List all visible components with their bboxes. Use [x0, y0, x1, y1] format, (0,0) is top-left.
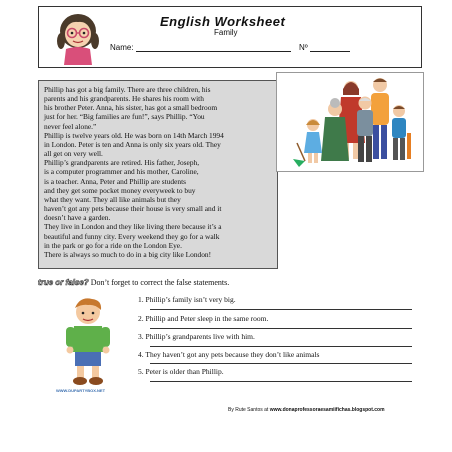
- boy-icon: [58, 296, 118, 386]
- worksheet-title: English Worksheet: [160, 14, 286, 29]
- reading-line: his brother Peter. Anna, his sister, has got a small bedroom: [44, 103, 218, 113]
- reading-line: never feel alone.”: [44, 121, 97, 131]
- statement-1: 1. Phillip’s family isn’t very big.: [138, 295, 236, 304]
- family-group-icon: [277, 73, 423, 171]
- answer-line-4[interactable]: [150, 363, 412, 364]
- reading-line: just for her. “Big families are fun!”, says Phillip. “You: [44, 112, 205, 122]
- credit-author: By Rute Santos at: [228, 407, 270, 413]
- statement-2: 2. Phillip and Peter sleep in the same room.: [138, 314, 269, 323]
- reading-line: is a teacher. Anna, Peter and Phillip are students: [44, 176, 187, 186]
- name-field[interactable]: [136, 44, 291, 52]
- girl-with-glasses-icon: [52, 9, 104, 65]
- reading-line: Phillip has got a big family. There are three children, his: [44, 85, 211, 94]
- answer-line-2[interactable]: [150, 328, 412, 329]
- true-false-heading: [38, 278, 229, 287]
- true-false-instruction: Don’t forget to correct the false statements.: [88, 278, 230, 287]
- answer-line-3[interactable]: [150, 346, 412, 347]
- reading-line: what they want. They all like animals but they: [44, 194, 181, 204]
- worksheet-subtitle: Family: [214, 28, 238, 37]
- reading-line: doesn’t have a garden.: [44, 213, 111, 223]
- statement-3: 3. Phillip’s grandparents live with him.: [138, 332, 255, 341]
- family-illustration: [276, 72, 424, 172]
- reading-line: Phillip is twelve years old. He was born on 14th March 1994: [44, 130, 224, 140]
- reading-text-box: [38, 80, 278, 269]
- statement-4: 4. They haven’t got any pets because they don’t like animals: [138, 350, 320, 359]
- credit-line: [228, 407, 385, 413]
- credit-site[interactable]: www.donaprofessoraesamiifichas.blogspot.com: [269, 407, 385, 413]
- reading-line: They live in London and they like living there because it’s a: [44, 222, 222, 232]
- reading-line: Phillip’s grandparents are retired. His father, Joseph,: [44, 158, 200, 168]
- true-false-tag: true or false?: [38, 278, 89, 287]
- reading-line: There is always so much to do in a big city like London!: [44, 249, 212, 259]
- reading-line: and they get some pocket money everyweek to buy: [44, 185, 196, 195]
- answer-line-1[interactable]: [150, 309, 412, 310]
- reading-line: in the park or go for a ride on the London Eye.: [44, 240, 182, 250]
- statement-5: 5. Peter is older than Phillip.: [138, 367, 224, 376]
- number-label: Nº: [299, 43, 308, 52]
- reading-line: beautiful and funny city. Every weekend they go for a walk: [44, 231, 220, 241]
- name-label: Name:: [110, 43, 134, 52]
- number-field[interactable]: [310, 44, 350, 52]
- watermark: WWW.DUPARTYBOX.NET: [56, 388, 106, 393]
- reading-line: in London. Peter is ten and Anna is only six years old. They: [44, 139, 221, 149]
- name-row: [110, 43, 350, 52]
- reading-line: haven’t got any pets because their house is very small and it: [44, 204, 222, 214]
- reading-line: parents and his grandparents. He shares his room with: [44, 94, 204, 104]
- reading-line: all get on very well.: [44, 149, 103, 159]
- answer-line-5[interactable]: [150, 381, 412, 382]
- reading-line: is a computer programmer and his mother, Caroline,: [44, 167, 199, 177]
